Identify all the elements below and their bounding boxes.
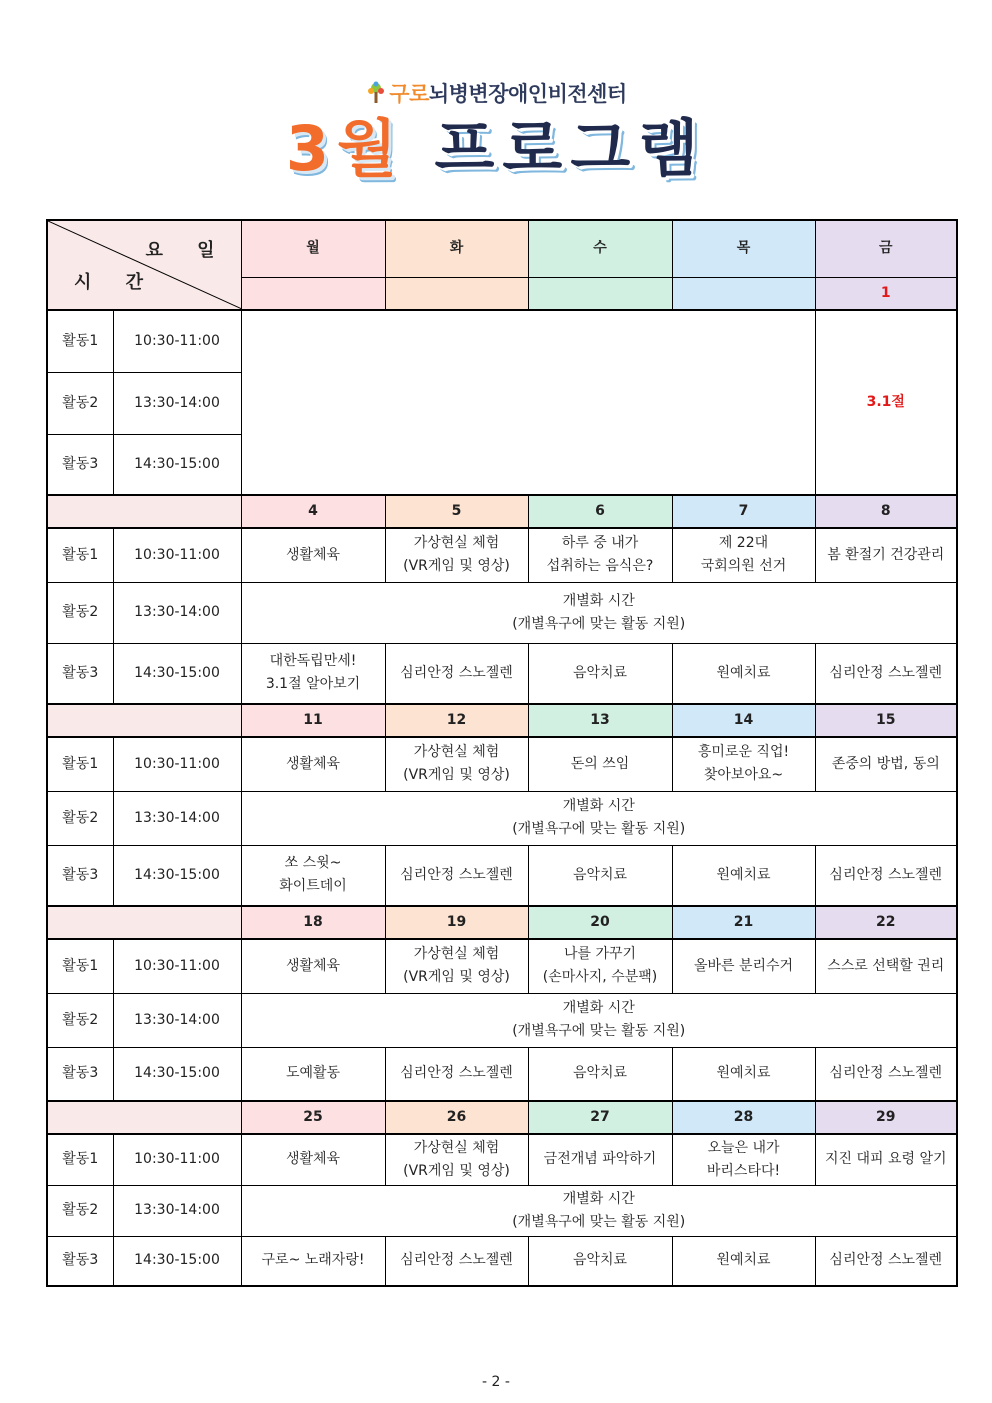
program-cell: 원예치료 [672,643,815,704]
date-cell: 11 [241,704,385,737]
date-cell: 22 [815,906,957,939]
time-slot: 14:30-15:00 [113,643,241,704]
date-cell: 25 [241,1101,385,1134]
week-date-row-blank [47,1101,241,1134]
date-cell: 21 [672,906,815,939]
program-cell: 존중의 방법, 동의 [815,737,957,791]
time-slot: 13:30-14:00 [113,993,241,1047]
date-cell: 26 [385,1101,528,1134]
program-cell: 쏘 스윗~ 화이트데이 [241,845,385,906]
page-number: - 2 - [482,1374,510,1390]
time-slot: 13:30-14:00 [113,372,241,434]
program-cell: 원예치료 [672,1236,815,1286]
activity-label: 활동3 [47,845,113,906]
date-cell: 27 [528,1101,672,1134]
activity-label: 활동1 [47,310,113,372]
time-slot: 10:30-11:00 [113,528,241,582]
week-date-row-blank [47,704,241,737]
time-slot: 14:30-15:00 [113,1236,241,1286]
individual-time-cell: 개별화 시간 (개별욕구에 맞는 활동 지원) [241,582,957,643]
date-cell: 14 [672,704,815,737]
date-cell: 6 [528,495,672,528]
time-slot: 10:30-11:00 [113,310,241,372]
program-cell: 스스로 선택할 권리 [815,939,957,993]
diagonal-divider [48,221,242,309]
program-cell: 심리안정 스노젤렌 [815,845,957,906]
program-cell: 도예활동 [241,1047,385,1101]
page-title [0,114,992,184]
activity-label: 활동3 [47,434,113,495]
program-cell: 심리안정 스노젤렌 [815,643,957,704]
week-date-row-blank [47,906,241,939]
date-cell: 28 [672,1101,815,1134]
activity-label: 활동3 [47,643,113,704]
activity-label: 활동1 [47,737,113,791]
organization-name-part-b: 뇌병변장애인비전센터 [428,82,627,106]
program-cell: 돈의 쓰임 [528,737,672,791]
time-slot: 14:30-15:00 [113,434,241,495]
program-cell: 가상현실 체험 (VR게임 및 영상) [385,939,528,993]
program-cell: 하루 중 내가 섭취하는 음식은? [528,528,672,582]
date-cell: 29 [815,1101,957,1134]
corner-time-label: 시 간 [74,272,158,293]
date-cell [528,277,672,310]
program-cell: 심리안정 스노젤렌 [815,1236,957,1286]
time-slot: 10:30-11:00 [113,939,241,993]
individual-time-cell: 개별화 시간 (개별욕구에 맞는 활동 지원) [241,791,957,845]
activity-label: 활동2 [47,582,113,643]
program-cell: 가상현실 체험 (VR게임 및 영상) [385,1134,528,1185]
week-date-row-blank [47,495,241,528]
program-cell: 봄 환절기 건강관리 [815,528,957,582]
day-header-mon: 월 [241,220,385,277]
date-cell: 12 [385,704,528,737]
date-cell: 13 [528,704,672,737]
program-cell: 생활체육 [241,528,385,582]
date-cell [385,277,528,310]
corner-day-label: 요 일 [145,240,229,261]
date-cell: 5 [385,495,528,528]
program-cell: 원예치료 [672,1047,815,1101]
time-slot: 13:30-14:00 [113,791,241,845]
time-slot: 14:30-15:00 [113,1047,241,1101]
date-cell: 1 [815,277,957,310]
program-cell: 원예치료 [672,845,815,906]
time-slot: 10:30-11:00 [113,1134,241,1185]
date-cell: 18 [241,906,385,939]
time-slot: 14:30-15:00 [113,845,241,906]
holiday-cell: 3.1절 [815,310,957,495]
program-cell: 제 22대 국회의원 선거 [672,528,815,582]
program-cell: 가상현실 체험 (VR게임 및 영상) [385,528,528,582]
organization-name-part-a: 구로 [389,82,429,106]
program-cell: 음악치료 [528,1236,672,1286]
table-corner-header [47,220,241,310]
day-header-wed: 수 [528,220,672,277]
time-slot: 13:30-14:00 [113,1185,241,1236]
program-cell: 흥미로운 직업! 찾아보아요~ [672,737,815,791]
title-month: 3월 [285,112,405,185]
activity-label: 활동2 [47,372,113,434]
weeks-body [47,495,957,1286]
program-cell: 심리안정 스노젤렌 [815,1047,957,1101]
program-cell: 대한독립만세! 3.1절 알아보기 [241,643,385,704]
date-cell: 7 [672,495,815,528]
activity-label: 활동1 [47,939,113,993]
program-cell: 생활체육 [241,737,385,791]
date-cell [241,277,385,310]
activity-label: 활동2 [47,1185,113,1236]
individual-time-cell: 개별화 시간 (개별욕구에 맞는 활동 지원) [241,993,957,1047]
time-slot: 10:30-11:00 [113,737,241,791]
program-cell: 올바른 분리수거 [672,939,815,993]
activity-label: 활동2 [47,993,113,1047]
date-cell: 19 [385,906,528,939]
date-cell: 4 [241,495,385,528]
date-cell [672,277,815,310]
program-cell: 심리안정 스노젤렌 [385,1047,528,1101]
day-header-tue: 화 [385,220,528,277]
organization-name [0,78,992,108]
program-cell: 나를 가꾸기 (손마사지, 수분팩) [528,939,672,993]
activity-label: 활동3 [47,1047,113,1101]
activity-label: 활동1 [47,528,113,582]
individual-time-cell: 개별화 시간 (개별욕구에 맞는 활동 지원) [241,1185,957,1236]
program-cell: 심리안정 스노젤렌 [385,643,528,704]
activity-label: 활동1 [47,1134,113,1185]
day-header-fri: 금 [815,220,957,277]
program-cell: 오늘은 내가 바리스타다! [672,1134,815,1185]
program-cell: 구로~ 노래자랑! [241,1236,385,1286]
program-cell: 심리안정 스노젤렌 [385,1236,528,1286]
page-header [0,70,992,200]
date-cell: 15 [815,704,957,737]
empty-week-area [241,310,815,495]
date-cell: 8 [815,495,957,528]
program-cell: 생활체육 [241,1134,385,1185]
date-cell: 20 [528,906,672,939]
program-cell: 지진 대피 요령 알기 [815,1134,957,1185]
schedule-table [46,219,958,1287]
title-program: 프로그램 [434,112,707,185]
program-cell: 심리안정 스노젤렌 [385,845,528,906]
activity-label: 활동2 [47,791,113,845]
day-header-thu: 목 [672,220,815,277]
tree-logo-icon [365,81,387,105]
activity-label: 활동3 [47,1236,113,1286]
program-cell: 금전개념 파악하기 [528,1134,672,1185]
program-cell: 음악치료 [528,1047,672,1101]
program-cell: 가상현실 체험 (VR게임 및 영상) [385,737,528,791]
program-cell: 음악치료 [528,643,672,704]
program-cell: 생활체육 [241,939,385,993]
program-cell: 음악치료 [528,845,672,906]
time-slot: 13:30-14:00 [113,582,241,643]
